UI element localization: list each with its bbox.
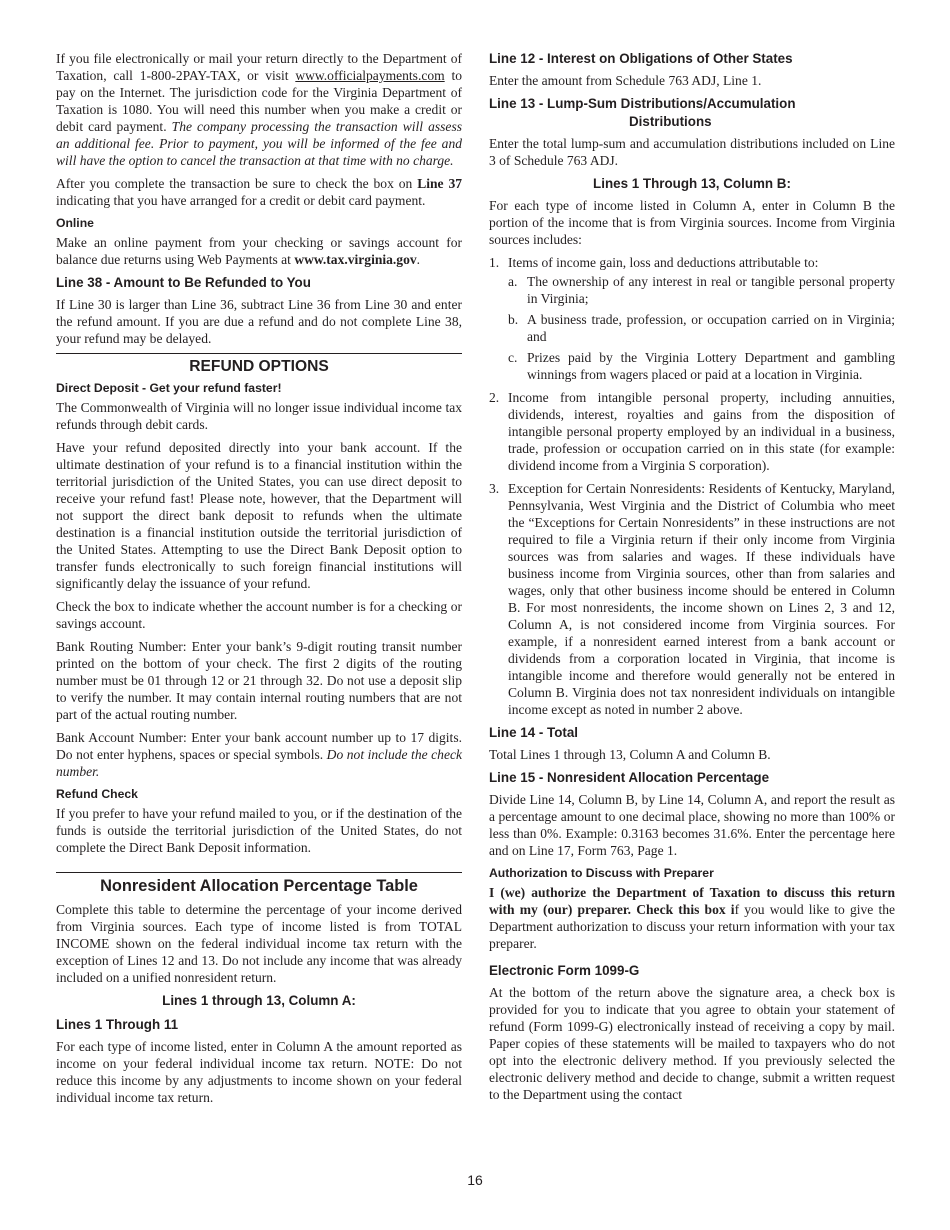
sub-list-item — [508, 349, 895, 383]
virginia-sources-list — [489, 254, 895, 718]
sub-list-item — [508, 311, 895, 345]
list-number: 1. — [489, 255, 500, 270]
nonresident-table-heading: Nonresident Allocation Percentage Table — [56, 872, 462, 897]
column-a-heading: Lines 1 through 13, Column A: — [162, 993, 356, 1008]
list-item-text: Items of income gain, loss and deductions attributable to: — [508, 255, 819, 270]
page-number: 16 — [467, 1172, 483, 1188]
line38-heading: Line 38 - Amount to Be Refunded to You — [56, 275, 311, 290]
online-text: Make an online payment from your checking or savings account for balance due returns using Web Payments at — [56, 235, 462, 267]
intro-paragraph-1 — [56, 50, 462, 169]
line13-paragraph: Enter the total lump-sum and accumulation distributions included on Line 3 of Schedule 763 ADJ. — [489, 136, 895, 168]
list-number: 2. — [489, 390, 500, 405]
authorization-heading: Authorization to Discuss with Preparer — [489, 866, 714, 880]
authorization-paragraph — [489, 884, 895, 952]
line13-heading-line2: Distributions — [629, 114, 712, 129]
authorization-text: f you would like to give the Department authorization to discuss your return information with your tax preparer. — [489, 902, 896, 951]
line37-ref: Line 37 — [417, 176, 462, 191]
tax-virginia-link[interactable]: www.tax.virginia.gov — [294, 252, 417, 267]
sub-list-text: Prizes paid by the Virginia Lottery Department and gambling winnings from wagers placed or paid at a location in Virginia. — [527, 350, 895, 382]
right-column — [489, 50, 895, 1109]
lines1-11-paragraph: For each type of income listed, enter in Column A the amount reported as income on your federal individual income tax return. NOTE: Do not reduce this income by any adjustments to income shown on your federal individual income tax return. — [56, 1039, 462, 1105]
line38-paragraph: If Line 30 is larger than Line 36, subtract Line 36 from Line 30 and enter the refund amount. If you are due a refund and do not complete Line 38, your refund may be delayed. — [56, 297, 462, 346]
intro-text: If you file electronically or mail your return directly to the Department of Taxation, call 1-800-2PAY-TAX, or visit — [56, 51, 462, 83]
form1099-paragraph: At the bottom of the return above the signature area, a check box is provided for you to indicate that you agree to obtain your statement of refund (Form 1099-G) electronically instead of receiving a copy by mail. Paper copies of these statements will be mailed to taxpayers who do not opt into the electronic delivery method. If you previously selected the electronic delivery method and decide to change, submit a written request to the Department using the contact — [489, 985, 895, 1102]
left-column — [56, 50, 462, 1112]
direct-deposit-paragraph-3: Check the box to indicate whether the account number is for a checking or savings account. — [56, 599, 462, 631]
routing-number-paragraph: Bank Routing Number: Enter your bank’s 9-digit routing transit number printed on the bottom of your check. The first 2 digits of the routing number must be 01 through 12 or 21 through 32. Do not use a deposit slip to verify the number. It may contain internal routing numbers that are not part of the actual routing number. — [56, 639, 462, 722]
list-item-text: Exception for Certain Nonresidents: Residents of Kentucky, Maryland, Pennsylvania, West Virginia and the District of Columbia who meet the “Exceptions for Certain Nonresidents” in these instructions are not required to file a Virginia return if their only income from Virginia sources was from salaries and wages. If these individuals have business income from Virginia sources, other than from salaries and wages, only that other business income should be entered in Column B. For most nonresidents, the income shown on Lines 2, 3 and 12, Column A, is not considered income from Virginia sources. For example, if a nonresident earned interest from a bank account or dividends from a corporation located in Virginia, that income is intangible income and therefore would generally not be entered in Column B. Virginia does not tax nonresident individuals on intangible income except as noted in number 2 above. — [508, 481, 895, 717]
list-item — [489, 480, 895, 718]
column-b-heading: Lines 1 Through 13, Column B: — [593, 176, 791, 191]
fee-notice: The company processing the transaction will assess an additional fee. Prior to payment, you will be informed of the fee and will have the option to cancel the transaction at that time with no charge. — [56, 119, 462, 168]
intro-paragraph-2 — [56, 175, 462, 209]
direct-deposit-paragraph-1: The Commonwealth of Virginia will no longer issue individual income tax refunds through debit cards. — [56, 400, 462, 432]
direct-deposit-paragraph-2: Have your refund deposited directly into your bank account. If the ultimate destination of your refund is to a financial institution within the territorial jurisdiction of the United States, you can use direct deposit to receive your refund fast! Please note, however, that the Department will not support the direct bank deposit to refunds when the ultimate destination is a financial institution outside the territorial jurisdiction of the United States. Attempting to use the Direct Bank Deposit option to transfer funds electronically to such foreign financial institutions will significantly delay the issuance of your refund. — [56, 440, 462, 591]
intro2-text: After you complete the transaction be sure to check the box on — [56, 176, 418, 191]
account-number-text: Bank Account Number: Enter your bank account number up to 17 digits. Do not enter hyphens, spaces or special symbols. — [56, 730, 462, 762]
refund-options-heading: REFUND OPTIONS — [56, 353, 462, 376]
intro2-text-cont: indicating that you have arranged for a credit or debit card payment. — [56, 193, 426, 208]
line13-heading-line1: Line 13 - Lump-Sum Distributions/Accumulation — [489, 96, 796, 111]
sub-list — [508, 273, 895, 383]
list-item — [489, 389, 895, 474]
list-item-text: Income from intangible personal property, including annuities, dividends, interest, royalties and gains from the disposition of intangible personal property employed by an individual in a business, trade, profession or occupation carried on in this state (for example: dividend income from a Virginia S corporation). — [508, 390, 895, 473]
online-text-end: . — [416, 252, 421, 267]
online-heading: Online — [56, 216, 94, 230]
line12-paragraph: Enter the amount from Schedule 763 ADJ, Line 1. — [489, 73, 762, 88]
refund-check-paragraph: If you prefer to have your refund mailed to you, or if the destination of the funds is outside the territorial jurisdiction of the United States, do not complete the Direct Bank Deposit information. — [56, 806, 462, 855]
sub-list-text: The ownership of any interest in real or tangible personal property in Virginia; — [527, 274, 895, 306]
refund-check-heading: Refund Check — [56, 787, 138, 801]
line13-heading — [489, 95, 895, 131]
list-number: 3. — [489, 481, 500, 496]
list-item — [489, 254, 895, 383]
line12-heading: Line 12 - Interest on Obligations of Other States — [489, 51, 793, 66]
sub-list-letter: a. — [508, 274, 518, 289]
authorization-bold-text: I (we) authorize the Department of Taxation to discuss this return with my (our) preparer. Check this box i — [489, 885, 895, 917]
intro-text-cont: to pay on the Internet. The jurisdiction code for the Virginia Department of Taxation is 1080. You will need this number when you make a credit or debit card payment. — [56, 68, 462, 134]
nonresident-paragraph: Complete this table to determine the percentage of your income derived from Virginia sources. Each type of income listed is from TOTAL INCOME shown on the federal individual income tax return with the exception of Lines 12 and 13. Do not include any income that was already included on a unified nonresident return. — [56, 902, 462, 985]
sub-list-text: A business trade, profession, or occupation carried on in Virginia; and — [527, 312, 895, 344]
sub-list-letter: b. — [508, 312, 519, 327]
column-b-intro: For each type of income listed in Column A, enter in Column B the portion of the income that is from Virginia sources. Income from Virginia sources includes: — [489, 198, 895, 247]
online-paragraph — [56, 234, 462, 268]
line14-heading: Line 14 - Total — [489, 725, 579, 740]
sub-list-letter: c. — [508, 350, 518, 365]
lines1-11-heading: Lines 1 Through 11 — [56, 1017, 179, 1032]
line15-paragraph: Divide Line 14, Column B, by Line 14, Column A, and report the result as a percentage amount to one decimal place, showing no more than 100% or less than 0%. Example: 0.3163 becomes 31.6%. Enter the percentage here and on Line 17, Form 763, Page 1. — [489, 792, 895, 858]
direct-deposit-heading: Direct Deposit - Get your refund faster! — [56, 381, 282, 395]
sub-list-item — [508, 273, 895, 307]
check-number-note: Do not include the check number. — [56, 747, 462, 779]
line14-paragraph: Total Lines 1 through 13, Column A and Column B. — [489, 747, 771, 762]
official-payments-link[interactable]: www.officialpayments.com — [295, 68, 445, 83]
form1099-heading: Electronic Form 1099-G — [489, 963, 640, 978]
account-number-paragraph — [56, 729, 462, 780]
line15-heading: Line 15 - Nonresident Allocation Percentage — [489, 770, 770, 785]
